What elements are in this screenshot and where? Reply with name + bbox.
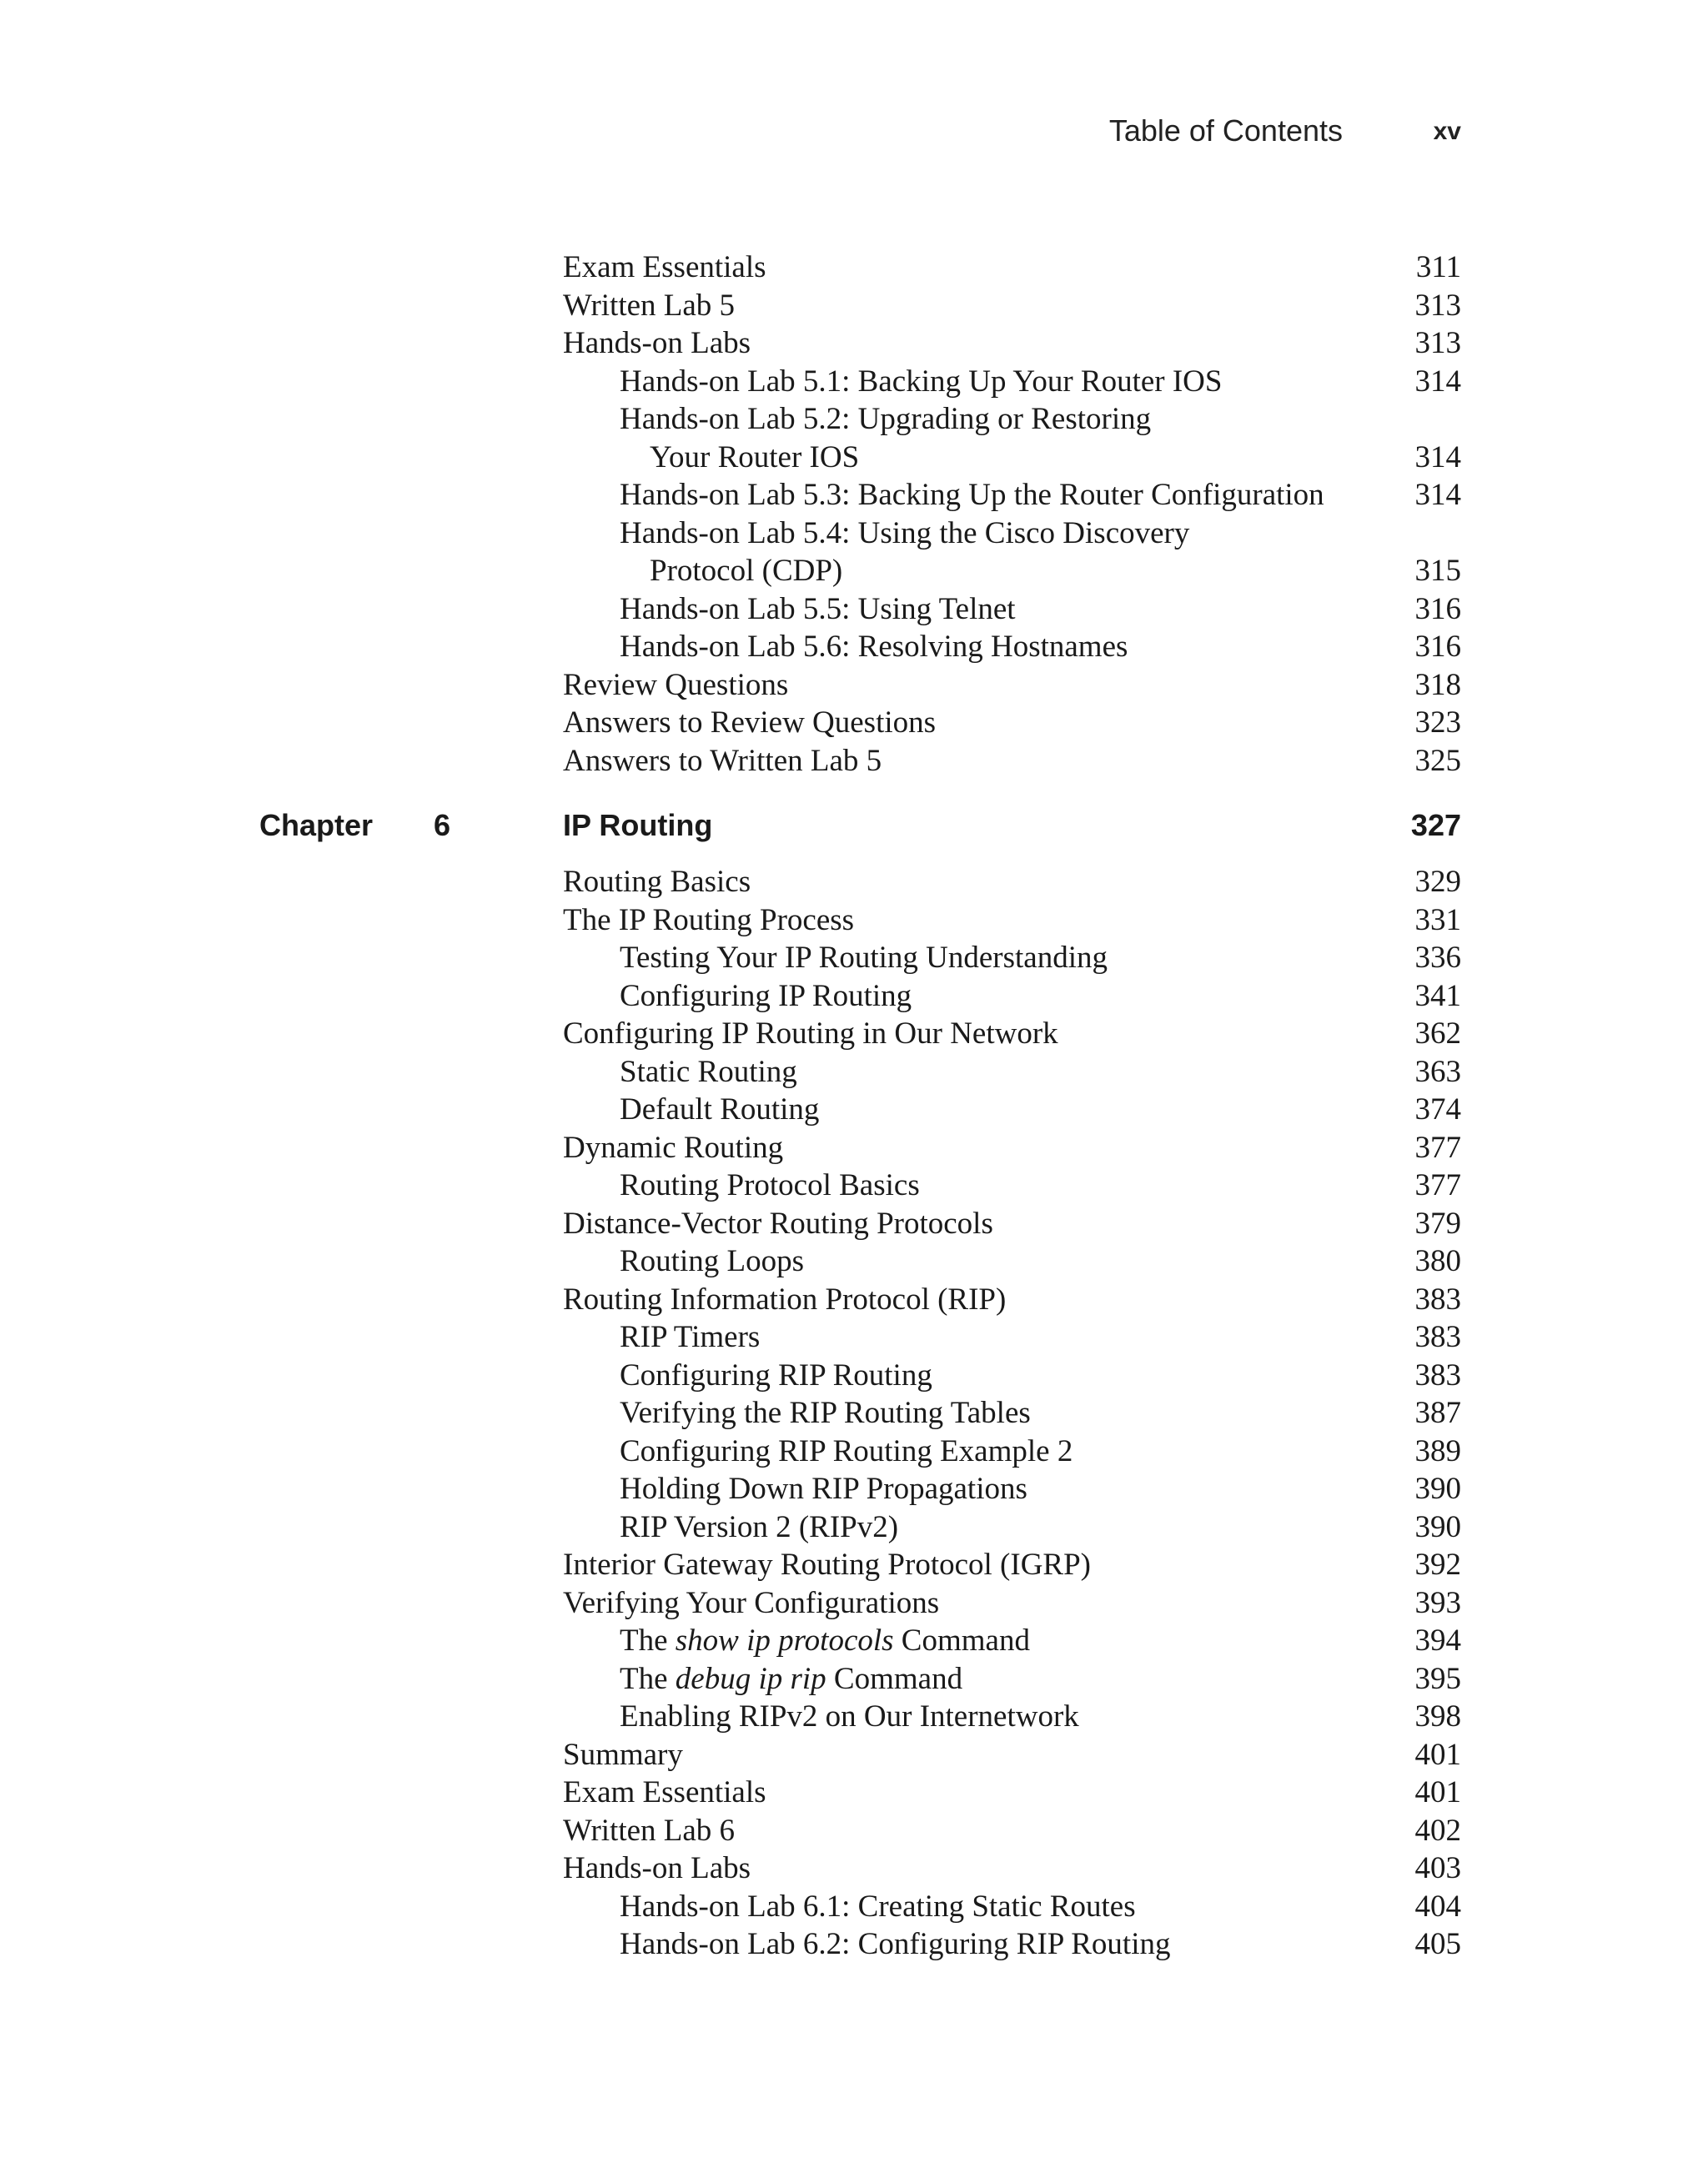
toc-entry: [563, 1546, 1461, 1583]
toc-entry-page: 405: [1414, 1927, 1461, 1961]
toc-entry-title: Hands-on Lab 5.1: Backing Up Your Router IOS: [620, 364, 1223, 399]
running-header-title: Table of Contents: [1108, 113, 1343, 148]
toc-entry-title: Default Routing: [620, 1092, 820, 1127]
toc-entry-page: 383: [1414, 1282, 1461, 1317]
toc-entry-page: 314: [1414, 364, 1461, 399]
toc-entry: [563, 742, 1461, 780]
toc-entry: [563, 1394, 1461, 1432]
toc-entry-page: 313: [1414, 326, 1461, 360]
toc-entry: [563, 863, 1461, 901]
toc-entry-title: Interior Gateway Routing Protocol (IGRP): [563, 1548, 1091, 1582]
toc-entry-title: Hands-on Lab 5.2: Upgrading or Restoring: [620, 402, 1152, 436]
toc-entry: [563, 1091, 1461, 1128]
toc-entry-title: Hands-on Lab 6.1: Creating Static Routes: [620, 1889, 1136, 1924]
toc-entry: [563, 1053, 1461, 1091]
toc-entry-title-part: The: [620, 1661, 676, 1696]
toc-entry: [563, 400, 1461, 438]
toc-entry-title: Holding Down RIP Propagations: [620, 1472, 1027, 1506]
toc-entry-title: Enabling RIPv2 on Our Internetwork: [620, 1699, 1079, 1734]
toc-entry-title-part: Command: [826, 1661, 963, 1696]
toc-entry-title: [620, 1622, 1030, 1659]
toc-entry-title-italic: debug ip rip: [675, 1661, 826, 1696]
toc-entry: [563, 287, 1461, 324]
toc-entry-page: 403: [1414, 1851, 1461, 1885]
toc-entry-title: [620, 1660, 962, 1698]
toc-entry: [563, 439, 1461, 476]
toc-entry-page: 363: [1414, 1054, 1461, 1089]
toc-entry: [563, 1281, 1461, 1318]
toc-entry-page: 323: [1414, 705, 1461, 740]
toc-entry-page: 390: [1414, 1509, 1461, 1544]
toc-entry: [563, 363, 1461, 400]
toc-entry-page: 402: [1414, 1813, 1461, 1848]
toc-entry-title: Routing Information Protocol (RIP): [563, 1282, 1007, 1317]
toc-entry: [563, 590, 1461, 628]
toc-entry-title: Written Lab 6: [563, 1813, 736, 1848]
toc-entry-page: 379: [1414, 1206, 1461, 1241]
chapter-number: 6: [434, 808, 451, 842]
toc-entry-page: 316: [1414, 630, 1461, 664]
toc-entry-title: Configuring RIP Routing: [620, 1358, 932, 1393]
toc-entry: [563, 704, 1461, 741]
toc-entry: [563, 1849, 1461, 1887]
chapter-page-number: 327: [1410, 808, 1461, 842]
toc-entry-page: 395: [1414, 1661, 1461, 1696]
toc-entry-page: 393: [1414, 1585, 1461, 1620]
toc-entry-page: 318: [1414, 667, 1461, 702]
toc-entry: [563, 1318, 1461, 1356]
toc-entry-page: 401: [1414, 1775, 1461, 1809]
toc-entry-page: 314: [1414, 478, 1461, 512]
toc-entry-page: 316: [1414, 591, 1461, 626]
toc-entry-title: Dynamic Routing: [563, 1130, 784, 1165]
toc-entry: [563, 1357, 1461, 1394]
toc-entry: [563, 1242, 1461, 1280]
toc-entry-title: Routing Protocol Basics: [620, 1168, 920, 1202]
toc-entry: [563, 1698, 1461, 1735]
toc-entry-page: 313: [1414, 288, 1461, 323]
toc-entry: [563, 1015, 1461, 1052]
toc-entry: [563, 514, 1461, 552]
toc-entry-page: 329: [1414, 865, 1461, 899]
toc-entry-title: Your Router IOS: [650, 439, 860, 474]
toc-entry-page: 341: [1414, 978, 1461, 1013]
toc-entry: [563, 1622, 1461, 1659]
toc-entry-page: 398: [1414, 1699, 1461, 1734]
toc-entry: [563, 1508, 1461, 1546]
toc-entry: [563, 977, 1461, 1015]
toc-entry-page: 377: [1414, 1168, 1461, 1202]
toc-entry: [563, 1167, 1461, 1204]
toc-entry-title: Configuring IP Routing in Our Network: [563, 1016, 1058, 1051]
toc-entry-title: Verifying Your Configurations: [563, 1585, 940, 1620]
toc-entry-title: Routing Basics: [563, 865, 751, 899]
toc-entry-page: 331: [1414, 902, 1461, 937]
toc-entry-title-part: Command: [893, 1624, 1030, 1658]
toc-entry-title: Written Lab 5: [563, 288, 736, 323]
toc-entry-title: Testing Your IP Routing Understanding: [620, 941, 1108, 975]
toc-entry: [563, 901, 1461, 939]
page-number: xv: [1433, 118, 1461, 145]
toc-entry-title: Configuring IP Routing: [620, 978, 912, 1013]
toc-entry-page: 315: [1414, 554, 1461, 588]
toc-entry-title: Review Questions: [563, 667, 789, 702]
chapter-title: IP Routing: [563, 808, 713, 842]
toc-entry-page: 404: [1414, 1889, 1461, 1924]
toc-entry-title: Hands-on Labs: [563, 1851, 751, 1885]
toc-entry-title: Hands-on Lab 5.3: Backing Up the Router Configuration: [620, 478, 1324, 512]
toc-entry-page: 387: [1414, 1396, 1461, 1430]
toc-entry: [563, 1470, 1461, 1508]
toc-entry-page: 389: [1414, 1433, 1461, 1468]
chapter-label: Chapter: [259, 808, 374, 842]
toc-entry-page: 383: [1414, 1320, 1461, 1354]
toc-entry-title: Hands-on Lab 5.4: Using the Cisco Discovery: [620, 515, 1190, 550]
toc-entry-title: Exam Essentials: [563, 250, 766, 284]
toc-entry-page: 383: [1414, 1358, 1461, 1393]
toc-entry-title: Verifying the RIP Routing Tables: [620, 1396, 1031, 1430]
toc-entry-title: Protocol (CDP): [650, 554, 843, 588]
toc-entry-title: RIP Version 2 (RIPv2): [620, 1509, 899, 1544]
toc-entry-title: Hands-on Labs: [563, 326, 751, 360]
toc-entry-page: 401: [1414, 1737, 1461, 1772]
toc-entry: [563, 1129, 1461, 1167]
toc-entry: [563, 1584, 1461, 1622]
toc-entry-page: 392: [1414, 1548, 1461, 1582]
toc-entry-page: 314: [1414, 439, 1461, 474]
toc-entry-page: 362: [1414, 1016, 1461, 1051]
toc-entry-title: Answers to Review Questions: [563, 705, 937, 740]
toc-entry: [563, 1925, 1461, 1963]
toc-entry-title-part: The: [620, 1624, 676, 1658]
toc-entry: [563, 666, 1461, 704]
toc-entry-title-italic: show ip protocols: [675, 1624, 894, 1658]
toc-entry-page: 380: [1414, 1244, 1461, 1278]
toc-entry-title: Routing Loops: [620, 1244, 804, 1278]
toc-entry-title: Hands-on Lab 5.5: Using Telnet: [620, 591, 1016, 626]
toc-entry-title: Answers to Written Lab 5: [563, 743, 882, 778]
toc-entry-page: 377: [1414, 1130, 1461, 1165]
toc-entry-title: Hands-on Lab 6.2: Configuring RIP Routing: [620, 1927, 1171, 1961]
toc-entry-title: Static Routing: [620, 1054, 797, 1089]
toc-entry: [563, 476, 1461, 514]
toc-entry: [563, 1433, 1461, 1470]
toc-entry: [563, 1812, 1461, 1849]
toc-entry: [563, 939, 1461, 976]
toc-entry-title: Distance-Vector Routing Protocols: [563, 1206, 993, 1241]
toc-entry-title: Configuring RIP Routing Example 2: [620, 1433, 1073, 1468]
toc-entry-title: Summary: [563, 1737, 683, 1772]
toc-entry-title: Exam Essentials: [563, 1775, 766, 1809]
toc-entry: [563, 628, 1461, 665]
toc-entry-title: RIP Timers: [620, 1320, 761, 1354]
toc-entry: [563, 1660, 1461, 1698]
toc-entry: [563, 552, 1461, 590]
toc-entry: [563, 1736, 1461, 1774]
toc-entry-page: 394: [1414, 1624, 1461, 1658]
toc-entry-title: Hands-on Lab 5.6: Resolving Hostnames: [620, 630, 1128, 664]
toc-entry-page: 390: [1414, 1472, 1461, 1506]
toc-entry-title: The IP Routing Process: [563, 902, 855, 937]
toc-entry-page: 374: [1414, 1092, 1461, 1127]
toc-entry-page: 336: [1414, 941, 1461, 975]
toc-entry: [563, 1205, 1461, 1242]
toc-entry: [563, 1774, 1461, 1811]
toc-entry: [563, 248, 1461, 286]
toc-entry-page: 325: [1414, 743, 1461, 778]
toc-entry: [563, 1888, 1461, 1925]
toc-entry-page: 311: [1415, 250, 1461, 284]
toc-entry: [563, 324, 1461, 362]
